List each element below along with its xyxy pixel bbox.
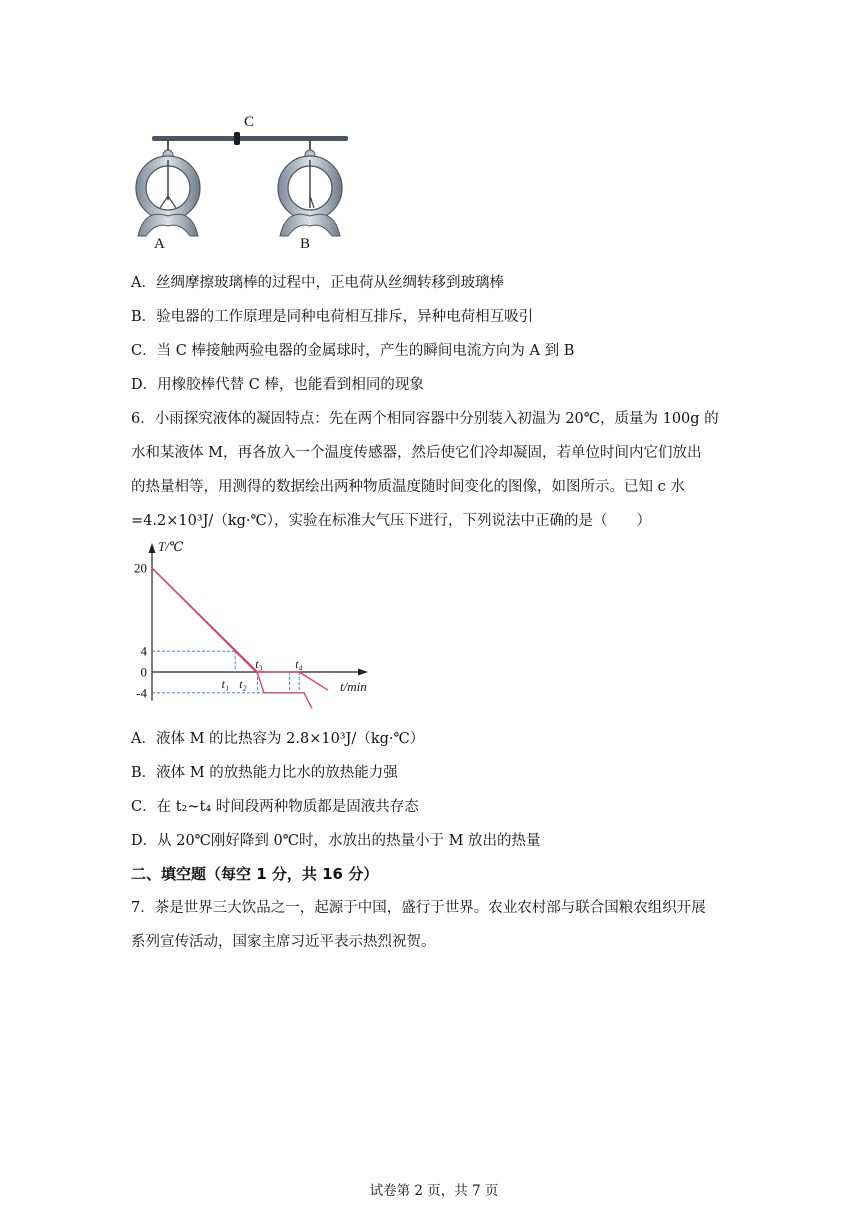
q6-option-d[interactable]: D．从 20℃刚好降到 0℃时，水放出的热量小于 M 放出的热量 xyxy=(131,833,541,849)
q5-option-d[interactable]: D．用橡胶棒代替 C 棒，也能看到相同的现象 xyxy=(131,377,424,393)
q6-option-a[interactable]: A．液体 M 的比热容为 2.8×10³J/（kg·℃） xyxy=(131,731,425,747)
temperature-time-chart xyxy=(120,535,390,725)
x-tick-label: t₂ xyxy=(239,677,247,691)
q6-option-b[interactable]: B．液体 M 的放热能力比水的放热能力强 xyxy=(131,765,398,781)
x-axis-arrow xyxy=(358,669,368,676)
q5-option-b[interactable]: B．验电器的工作原理是同种电荷相互排斥，异种电荷相互吸引 xyxy=(131,309,534,325)
y-tick-label: -4 xyxy=(136,685,147,701)
y-axis-title: T/℃ xyxy=(158,539,184,554)
y-tick-label: 0 xyxy=(140,664,147,680)
q6-stem-line: =4.2×10³J/（kg·℃），实验在标准大气压下进行，下列说法中正确的是（ ） xyxy=(131,513,651,529)
q6-stem-line: 的热量相等，用测得的数据绘出两种物质温度随时间变化的图像，如图所示。已知 c 水 xyxy=(131,479,685,495)
q7-stem-line: 7．茶是世界三大饮品之一，起源于中国，盛行于世界。农业农村部与联合国粮农组织开展 xyxy=(131,900,706,916)
q5-option-a[interactable]: A．丝绸摩擦玻璃棒的过程中，正电荷从丝绸转移到玻璃棒 xyxy=(131,275,504,291)
q6-stem-line: 6．小雨探究液体的凝固特点：先在两个相同容器中分别装入初温为 20℃，质量为 100g 的 xyxy=(131,411,719,427)
page-footer: 试卷第 2 页，共 7 页 xyxy=(369,1183,499,1199)
section-heading: 二、填空题（每空 1 分，共 16 分） xyxy=(131,865,379,883)
electroscope-label-a: A xyxy=(154,236,165,252)
electroscope-label-b: B xyxy=(300,236,311,252)
rod-label-c: C xyxy=(244,114,255,130)
x-tick-label: t₄ xyxy=(295,657,303,671)
electroscope-figure xyxy=(130,108,370,258)
y-tick-label: 4 xyxy=(140,643,147,659)
chart-canvas xyxy=(120,535,390,725)
x-tick-label: t₃ xyxy=(255,657,263,671)
y-axis-arrow xyxy=(149,543,156,553)
x-axis-title: t/min xyxy=(340,679,367,694)
q6-option-c[interactable]: C．在 t₂~t₄ 时间段两种物质都是固液共存态 xyxy=(131,799,419,815)
q6-stem-line: 水和某液体 M，再各放入一个温度传感器，然后使它们冷却凝固，若单位时间内它们放出 xyxy=(131,445,702,461)
x-tick-label: t₁ xyxy=(221,677,230,691)
y-tick-label: 20 xyxy=(134,560,147,576)
q7-stem-line: 系列宣传活动，国家主席习近平表示热烈祝贺。 xyxy=(131,934,436,950)
series-line-1 xyxy=(152,568,312,708)
q5-option-c[interactable]: C．当 C 棒接触两验电器的金属球时，产生的瞬间电流方向为 A 到 B xyxy=(131,343,575,359)
